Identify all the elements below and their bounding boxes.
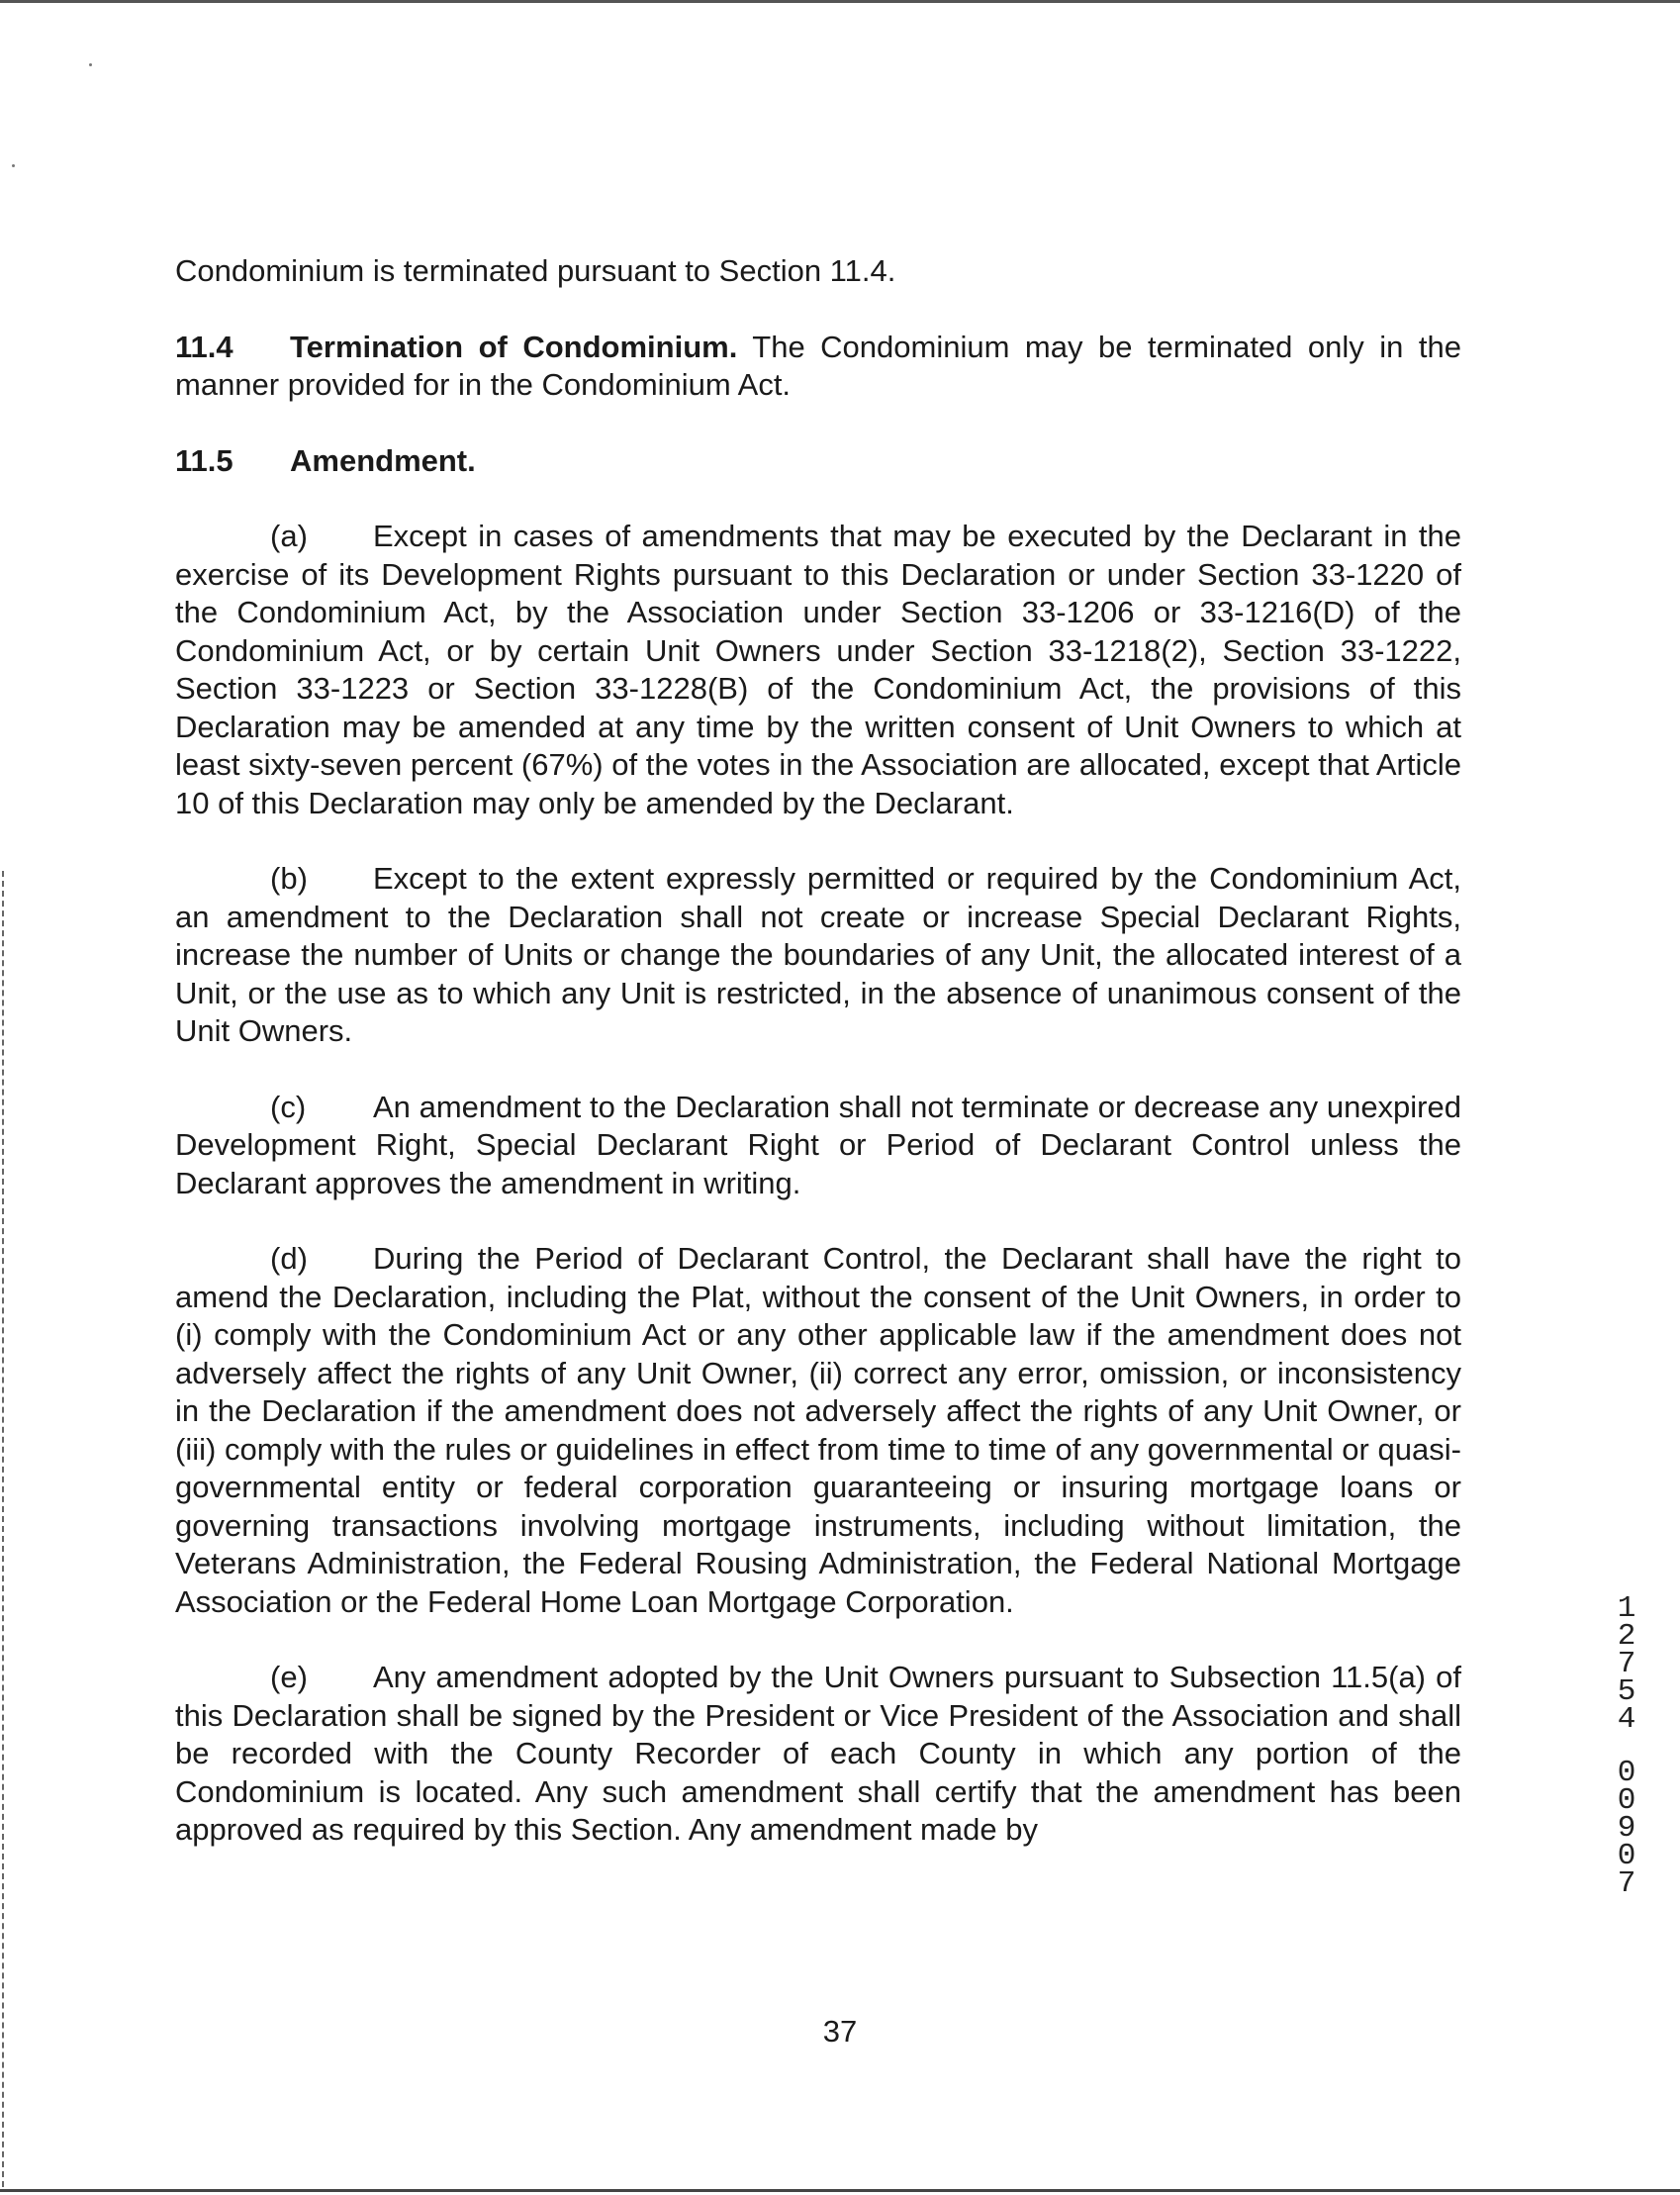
subsection-e-label: (e)	[270, 1660, 308, 1694]
subsection-e-text: Any amendment adopted by the Unit Owners pursuant to Subsection 11.5(a) of this Declaration shall be signed by the President or Vice President of the Association and shall be recorded with the County Recorder of each County in which any portion of the Condominium is located. Any such amendment shall certify that the amendment has been approved as required by this Section. Any amendment made by	[175, 1660, 1461, 1847]
section-11-4-title: Termination of Condominium.	[290, 329, 738, 364]
stamp-digit: 7	[1617, 1647, 1636, 1681]
scan-edge-bottom	[0, 2189, 1680, 2192]
stamp-digit: 0	[1617, 1783, 1636, 1818]
opening-line	[175, 252, 1461, 291]
subsection-b	[175, 860, 1461, 1051]
stamp-digit: 2	[1617, 1619, 1636, 1654]
section-11-4	[175, 329, 1461, 405]
subsection-d-text: During the Period of Declarant Control, the Declarant shall have the right to amend the Declaration, including the Plat, without the consent of the Unit Owners, in order to (i) comply with the Condominium Act or any other applicable law if the amendment does not adversely affect the rights of any Unit Owner, (ii) correct any error, omission, or inconsistency in the Declaration if the amendment does not adversely affect the rights of any Unit Owner, or (iii) comply with the rules or guidelines in effect from time to time of any governmental or quasi-governmental entity or federal corporation guaranteeing or insuring mortgage loans or governing transactions involving mortgage instruments, including without limitation, the Veterans Administration, the Federal Rousing Administration, the Federal National Mortgage Association or the Federal Home Loan Mortgage Corporation.	[175, 1241, 1461, 1619]
subsection-a-text: Except in cases of amendments that may be executed by the Declarant in the exercise of its Development Rights pursuant to this Declaration or under Section 33-1220 of the Condominium Act, by the Association under Section 33-1206 or 33-1216(D) of the Condominium Act, or by certain Unit Owners under Section 33-1218(2), Section 33-1222, Section 33-1223 or Section 33-1228(B) of the Condominium Act, the provisions of this Declaration may be amended at any time by the written consent of Unit Owners to which at least sixty-seven percent (67%) of the votes in the Association are allocated, except that Article 10 of this Declaration may only be amended by the Declarant.	[175, 519, 1461, 820]
section-11-5-title: Amendment.	[290, 442, 476, 478]
subsection-c-label: (c)	[270, 1089, 307, 1124]
subsection-a-label: (a)	[270, 519, 308, 553]
scan-speck	[89, 63, 92, 66]
stamp-digit: 5	[1617, 1674, 1636, 1709]
subsection-c	[175, 1089, 1461, 1203]
subsection-c-text: An amendment to the Declaration shall not terminate or decrease any unexpired Development Right, Special Declarant Right or Period of Declarant Control unless the Declarant approves the amendment in writing.	[175, 1089, 1461, 1200]
stamp-digit: 4	[1617, 1702, 1636, 1737]
scan-edge-left	[2, 871, 6, 2187]
section-11-4-number: 11.4	[175, 329, 233, 364]
scan-speck	[12, 164, 15, 167]
scan-edge-top	[0, 0, 1680, 3]
document-body	[175, 252, 1461, 1850]
section-11-5-number: 11.5	[175, 442, 233, 478]
stamp-digit: 0	[1617, 1839, 1636, 1873]
page-number: 37	[822, 2014, 858, 2049]
subsection-b-text: Except to the extent expressly permitted or required by the Condominium Act, an amendment to the Declaration shall not create or increase Special Declarant Rights, increase the number of Units or change the boundaries of any Unit, the allocated interest of a Unit, or the use as to which any Unit is restricted, in the absence of unanimous consent of the Unit Owners.	[175, 861, 1461, 1048]
stamp-digit: 7	[1617, 1866, 1636, 1901]
stamp-digit: 0	[1617, 1756, 1636, 1790]
subsection-a	[175, 518, 1461, 822]
section-11-4-text: The Condominium may be terminated only in the manner provided for in the Condominium Act.	[175, 329, 1461, 402]
subsection-b-label: (b)	[270, 861, 308, 896]
recording-stamp	[1607, 1591, 1646, 1901]
stamp-digit: 9	[1617, 1811, 1636, 1846]
subsection-e	[175, 1659, 1461, 1850]
stamp-digit: 1	[1617, 1591, 1636, 1626]
opening-line-text: Condominium is terminated pursuant to Section 11.4.	[175, 253, 896, 288]
subsection-d	[175, 1240, 1461, 1621]
section-11-5-heading	[175, 442, 1461, 481]
subsection-d-label: (d)	[270, 1241, 308, 1276]
